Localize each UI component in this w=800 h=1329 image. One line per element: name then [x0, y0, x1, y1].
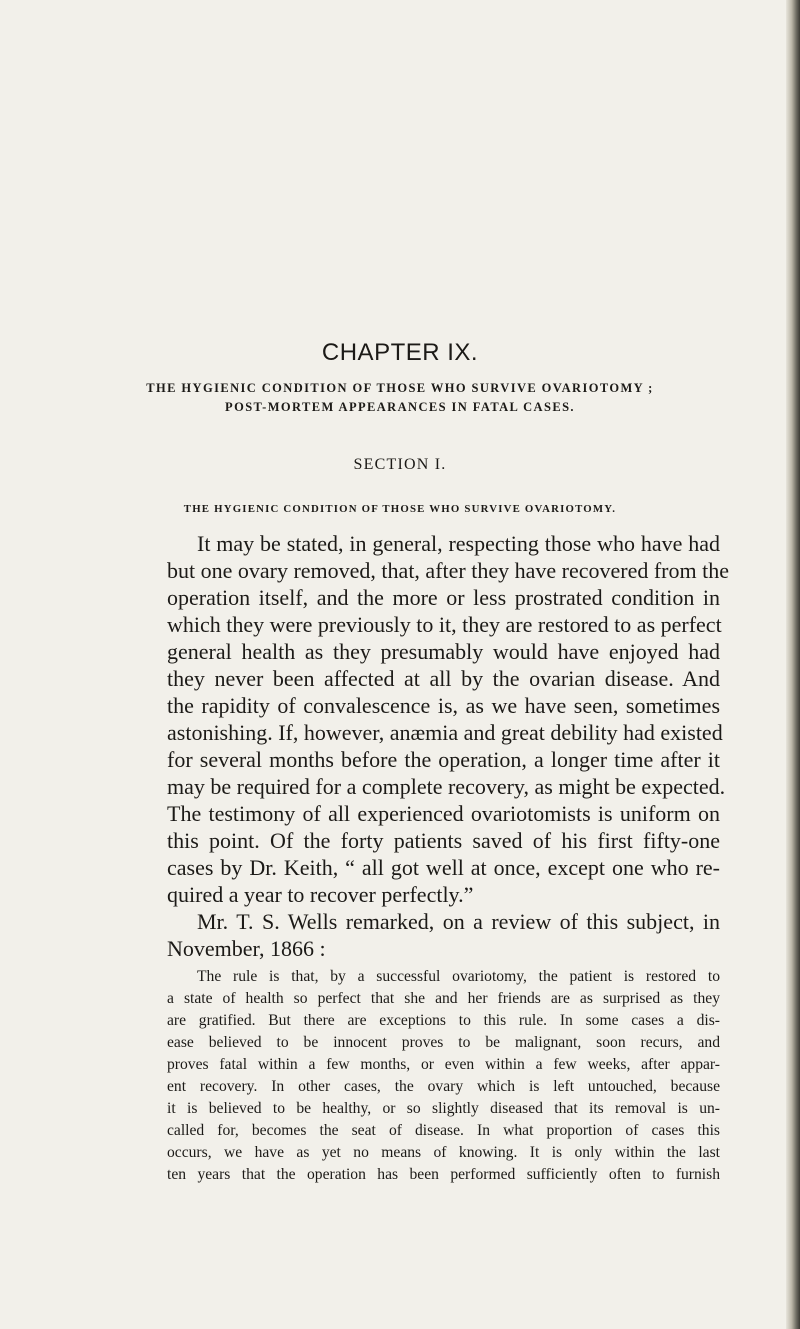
quote-line: proves fatal within a few months, or even within a few weeks, after appar- [167, 1056, 720, 1073]
body-line: astonishing. If, however, anæmia and great debility had existed [167, 720, 723, 745]
body-line: The testimony of all experienced ovariotomists is uniform on [167, 801, 720, 826]
quote-line: called for, becomes the seat of disease. In what proportion of cases this [167, 1122, 720, 1139]
body-line: general health as they presumably would have enjoyed had [167, 639, 720, 664]
body-line: November, 1866 : [167, 936, 326, 961]
chapter-heading-line: POST-MORTEM APPEARANCES IN FATAL CASES. [225, 400, 575, 414]
chapter-heading-line: THE HYGIENIC CONDITION OF THOSE WHO SURVIVE OVARIOTOMY ; [146, 381, 654, 395]
quote-line: are gratified. But there are exceptions to this rule. In some cases a dis- [167, 1012, 720, 1029]
body-line: for several months before the operation, a longer time after it [167, 747, 720, 772]
page-edge-shadow [786, 0, 800, 1329]
body-line: the rapidity of convalescence is, as we have seen, sometimes [167, 693, 720, 718]
body-line: Mr. T. S. Wells remarked, on a review of this subject, in [197, 909, 720, 934]
chapter-title: CHAPTER IX. [321, 339, 479, 366]
body-line: but one ovary removed, that, after they have recovered from the [167, 558, 729, 583]
section-title: SECTION I. [353, 456, 447, 473]
body-line: which they were previously to it, they are restored to as perfect [167, 612, 722, 637]
quote-line: it is believed to be healthy, or so slightly diseased that its removal is un- [167, 1100, 720, 1117]
body-line: quired a year to recover perfectly.” [167, 882, 474, 907]
body-line: operation itself, and the more or less prostrated condition in [167, 585, 720, 610]
body-line: this point. Of the forty patients saved of his first fifty-one [167, 828, 720, 853]
body-line: they never been affected at all by the ovarian disease. And [167, 666, 720, 691]
quote-line: occurs, we have as yet no means of knowing. It is only within the last [167, 1144, 720, 1161]
body-line: It may be stated, in general, respecting those who have had [197, 531, 720, 556]
quote-line: ease believed to be innocent proves to be malignant, soon recurs, and [167, 1034, 720, 1051]
body-line: cases by Dr. Keith, “ all got well at once, except one who re- [167, 855, 720, 880]
quote-line: ent recovery. In other cases, the ovary which is left untouched, because [167, 1078, 720, 1095]
quote-line: The rule is that, by a successful ovariotomy, the patient is restored to [197, 968, 720, 985]
section-subtitle: THE HYGIENIC CONDITION OF THOSE WHO SURVIVE OVARIOTOMY. [183, 503, 617, 515]
quote-line: ten years that the operation has been performed sufficiently often to furnish [167, 1166, 720, 1183]
quote-line: a state of health so perfect that she and her friends are as surprised as they [167, 990, 720, 1007]
body-line: may be required for a complete recovery, as might be expected. [167, 774, 726, 799]
